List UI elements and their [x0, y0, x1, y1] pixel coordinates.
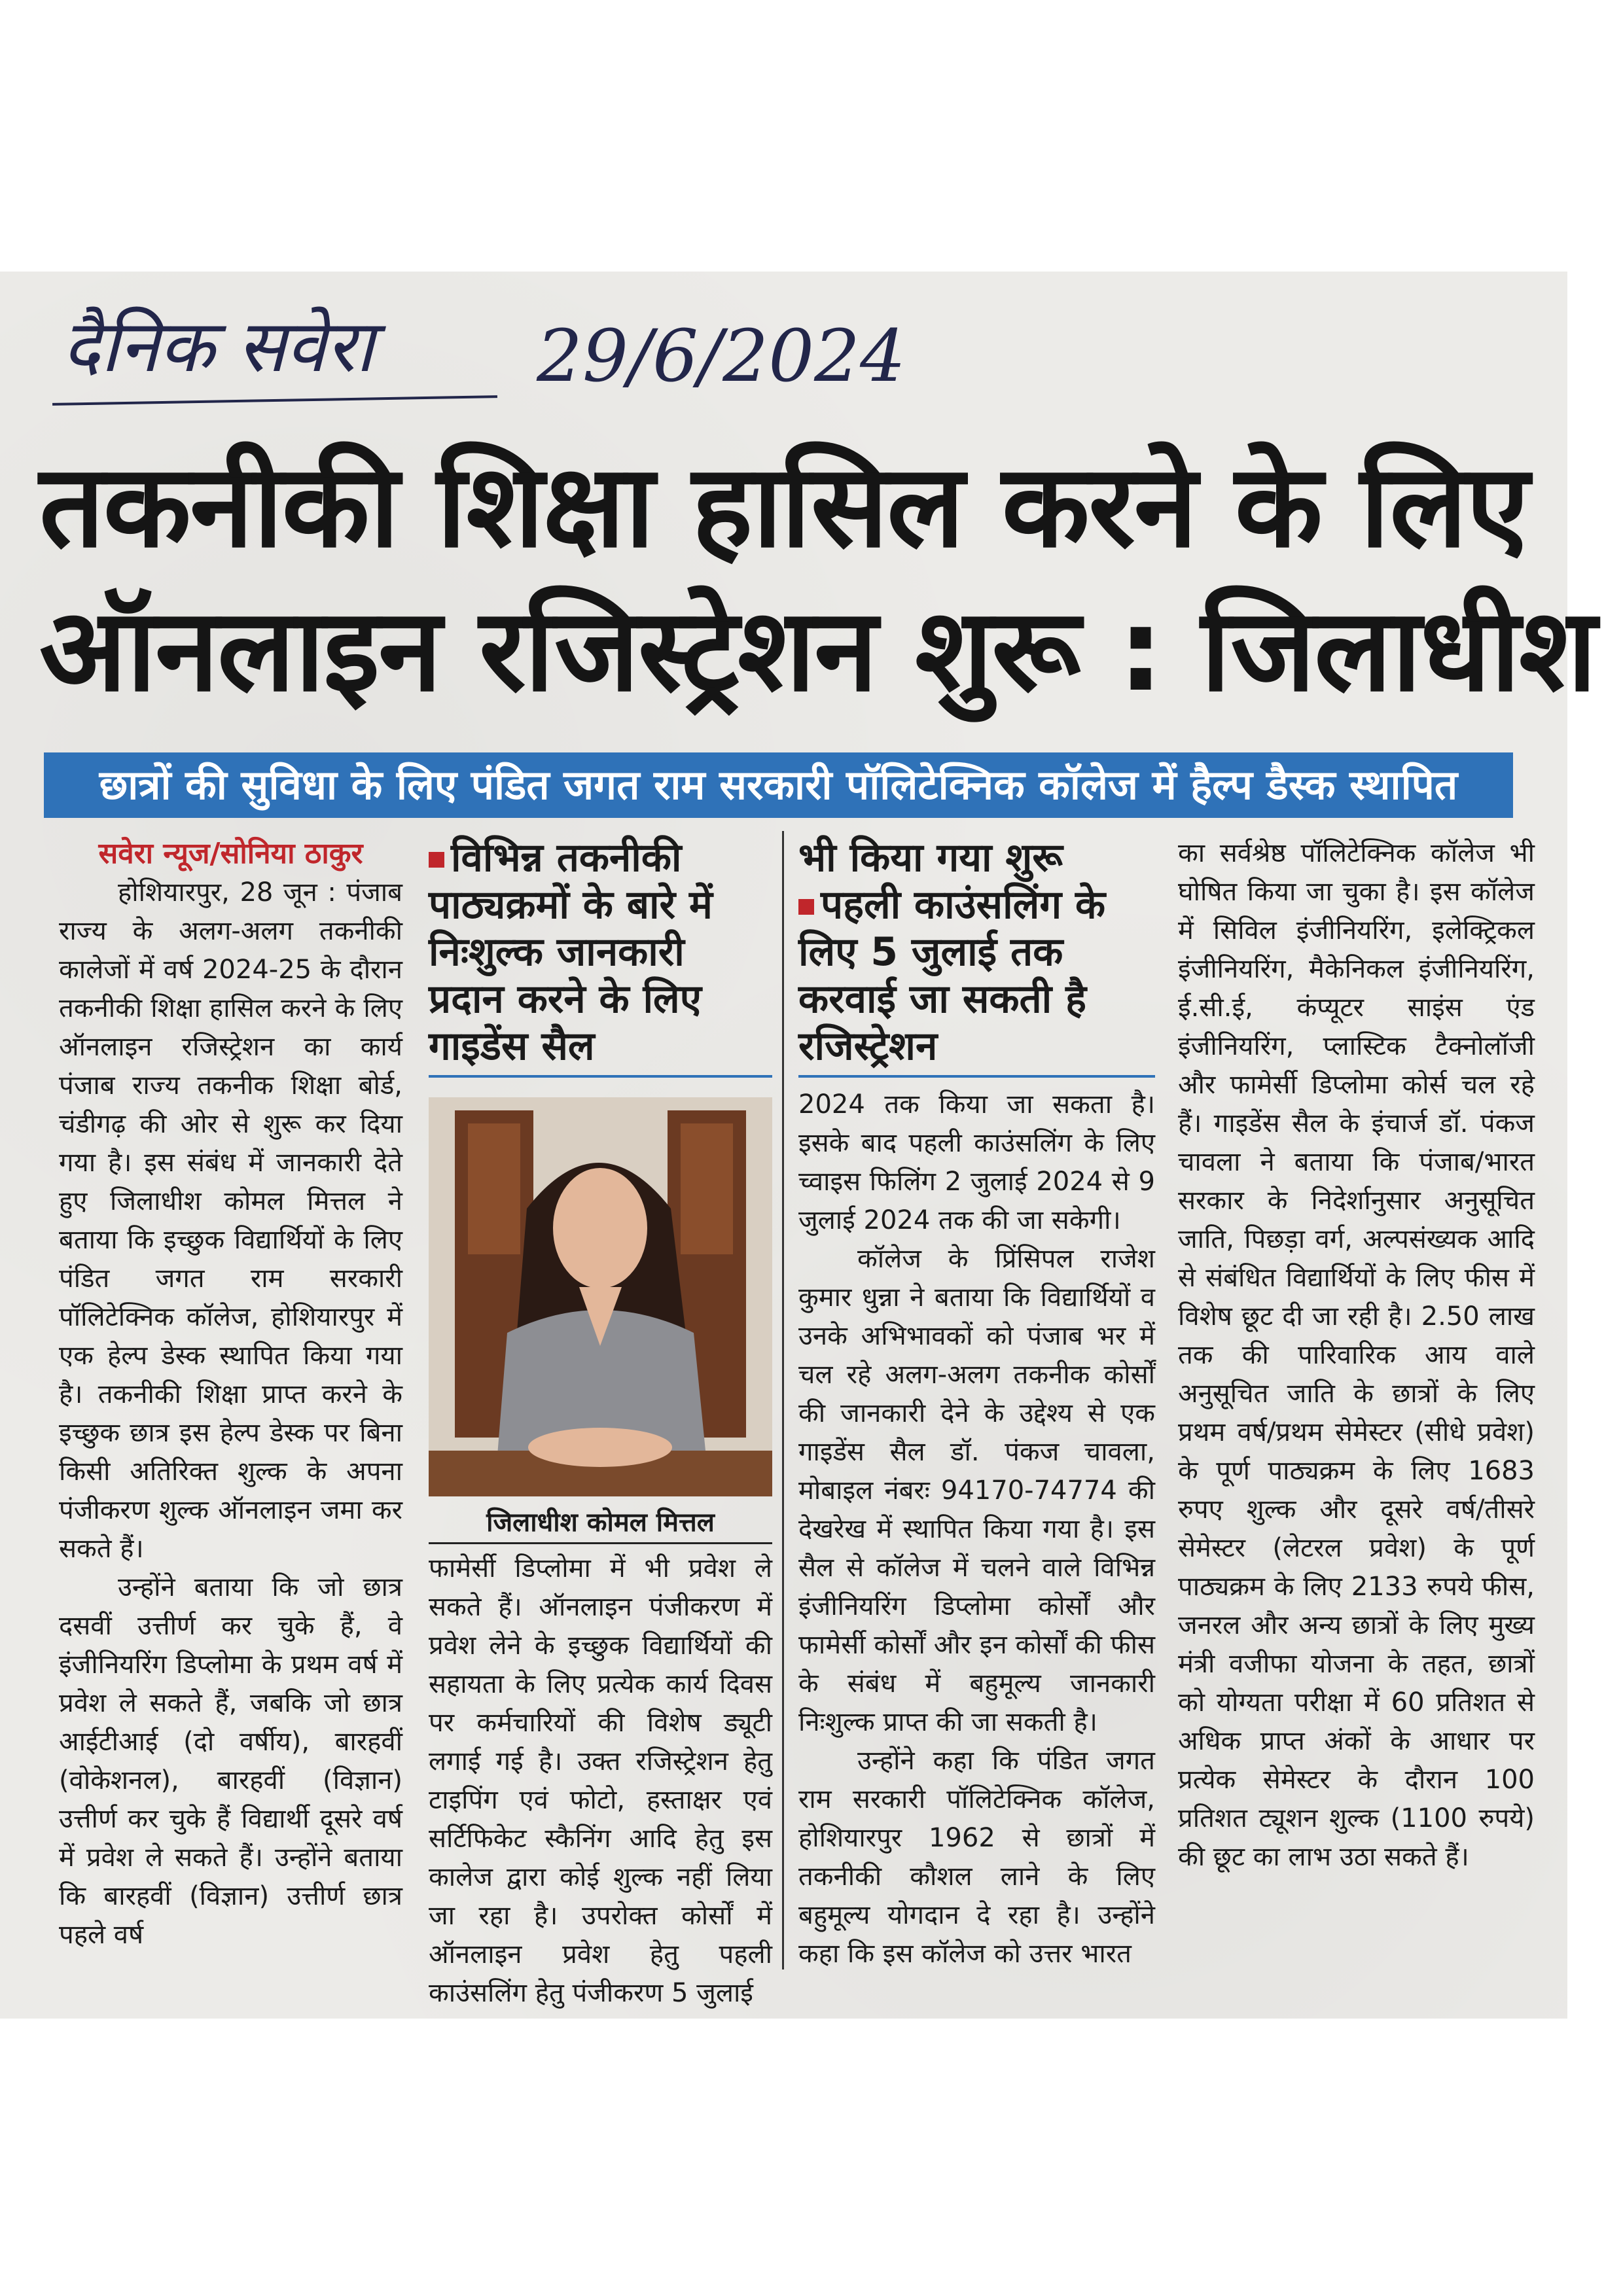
bullet-icon — [429, 852, 444, 868]
highlight-subhead: विभिन्न तकनीकी पाठ्यक्रमों के बारे में निःशुल्क जानकारी प्रदान करने के लिए गाइडेंस सैल — [429, 835, 713, 1069]
handwritten-date: 29/6/2024 — [537, 314, 906, 398]
subhead-rule — [429, 1075, 772, 1078]
article-column-3 — [798, 834, 1155, 1973]
article-column-1 — [59, 834, 402, 1973]
highlight-subhead-continued: भी किया गया शुरू — [798, 835, 1063, 881]
column-divider — [782, 831, 784, 1969]
paragraph: होशियारपुर, 28 जून : पंजाब राज्य के अलग-अलग तकनीकी कालेजों में वर्ष 2024-25 के दौरान तकनीकी शिक्षा हासिल करने के लिए ऑनलाइन रजिस्ट्रेशन का कार्य पंजाब राज्य तकनीक शिक्षा बोर्ड, चंडीगढ़ की ओर से शुरू कर दिया गया है। इस संबंध में जानकारी देते हुए जिलाधीश कोमल मित्तल ने बताया कि इच्छुक विद्यार्थियों के लिए पंडित जगत राम सरकारी पॉलिटेक्निक कॉलेज, होशियारपुर में एक हेल्प डेस्क स्थापित किया गया है। तकनीकी शिक्षा प्राप्त करने के इच्छुक छात्र इस हेल्प डेस्क पर बिना किसी अतिरिक्त शुल्क के अपना पंजीकरण शुल्क ऑनलाइन जमा कर सकते हैं। — [59, 877, 402, 1564]
article-column-4 — [1178, 834, 1535, 1973]
subheadline-banner: छात्रों की सुविधा के लिए पंडित जगत राम सरकारी पॉलिटेक्निक कॉलेज में हैल्प डैस्क स्थापित — [44, 752, 1513, 818]
paragraph: उन्होंने कहा कि पंडित जगत राम सरकारी पॉलिटेक्निक कॉलेज, होशियारपुर 1962 से छात्रों में तकनीकी कौशल लाने के लिए बहुमूल्य योगदान दे रहा है। उन्होंने कहा कि इस कॉलेज को उत्तर भारत — [798, 1746, 1155, 1969]
subhead-rule — [798, 1075, 1155, 1078]
highlight-subhead-2: पहली काउंसलिंग के लिए 5 जुलाई तक करवाई जा सकती है रजिस्ट्रेशन — [798, 882, 1106, 1069]
headline-line-1: तकनीकी शिक्षा हासिल करने के लिए — [39, 440, 1528, 573]
paragraph: का सर्वश्रेष्ठ पॉलिटेक्निक कॉलेज भी घोषित किया जा चुका है। इस कॉलेज में सिविल इंजीनियरिंग, इलेक्ट्रिकल इंजीनियरिंग, मैकेनिकल इंजीनियरिंग, ई.सी.ई, कंप्यूटर साइंस एंड इंजीनियरिंग, प्लास्टिक टैक्नोलॉजी और फामेर्सी डिप्लोमा कोर्स चल रहे हैं। गाइडेंस सैल के इंचार्ज डॉ. पंकज चावला ने बताया कि पंजाब/भारत सरकार के निदेर्शानुसार अनुसूचित जाति, पिछड़ा वर्ग, अल्पसंख्यक आदि से संबंधित विद्यार्थियों के लिए फीस में विशेष छूट दी जा रही है। 2.50 लाख तक की पारिवारिक आय वाले अनुसूचित जाति के छात्रों के लिए प्रथम वर्ष/प्रथम सेमेस्टर (सीधे प्रवेश) के पूर्ण पाठ्यक्रम के लिए 1683 रुपए शुल्क और दूसरे वर्ष/तीसरे सेमेस्टर (लेटरल प्रवेश) के पूर्ण पाठ्यक्रम के लिए 2133 रुपये फीस, जनरल और अन्य छात्रों के लिए मुख्य मंत्री वजीफा योजना के तहत, छात्रों को योग्यता परीक्षा में 60 प्रतिशत से अधिक प्राप्त अंकों के आधार पर प्रत्येक सेमेस्टर के दौरान 100 प्रतिशत ट्यूशन शुल्क (1100 रुपये) की छूट का लाभ उठा सकते हैं। — [1178, 838, 1535, 1872]
headline-line-2: ऑनलाइन रजिस्ट्रेशन शुरू : जिलाधीश — [39, 584, 1596, 717]
paragraph: फामेर्सी डिप्लोमा में भी प्रवेश ले सकते हैं। ऑनलाइन पंजीकरण में प्रवेश लेने के इच्छुक विद्यार्थियों की सहायता के लिए प्रत्येक कार्य दिवस पर कर्मचारियों की विशेष ड्यूटी लगाई गई है। उक्त रजिस्ट्रेशन हेतु टाइपिंग एवं फोटो, हस्ताक्षर एवं सर्टिफिकेट स्कैनिंग आदि हेतु इस कालेज द्वारा कोई शुल्क नहीं लिया जा रहा है। उपरोक्त कोर्सों में ऑनलाइन प्रवेश हेतु पहली काउंसलिंग हेतु पंजीकरण 5 जुलाई — [429, 1553, 772, 2008]
paragraph: उन्होंने बताया कि जो छात्र दसवीं उत्तीर्ण कर चुके हैं, वे इंजीनियरिंग डिप्लोमा के प्रथम वर्ष में प्रवेश ले सकते हैं, जबकि जो छात्र आईटीआई (दो वर्षीय), बारहवीं (वोकेशनल), बारहवीं (विज्ञान) उत्तीर्ण कर चुके हैं विद्यार्थी दूसरे वर्ष में प्रवेश ले सकते हैं। उन्होंने बताया कि बारहवीं (विज्ञान) उत्तीर्ण छात्र पहले वर्ष — [59, 1572, 402, 1950]
district-collector-photo — [429, 1097, 772, 1496]
paragraph: 2024 तक किया जा सकता है। इसके बाद पहली काउंसलिंग के लिए च्वाइस फिलिंग 2 जुलाई 2024 से 9 जुलाई 2024 तक की जा सकेगी। — [798, 1089, 1155, 1235]
paragraph: कॉलेज के प्रिंसिपल राजेश कुमार धुन्ना ने बताया कि विद्यार्थियों व उनके अभिभावकों को पंजाब भर में चल रहे अलग-अलग तकनीक कोर्सों की जानकारी देने के उद्देश्य से एक गाइडेंस सैल डॉ. पंकज चावला, मोबाइल नंबरः 94170-74774 की देखरेख में स्थापित किया गया है। इस सैल से कॉलेज में चलने वाले विभिन्न इंजीनियरिंग डिप्लोमा कोर्सों और फामेर्सी कोर्सों और इन कोर्सों की फीस के संबंध में बहुमूल्य जानकारी निःशुल्क प्राप्त की जा सकती है। — [798, 1244, 1155, 1737]
article-column-2 — [429, 834, 772, 2008]
handwritten-newspaper-name: दैनिक सवेरा — [62, 304, 374, 388]
byline: सवेरा न्यूज/सोनिया ठाकुर — [98, 837, 363, 870]
bullet-icon — [798, 899, 814, 915]
photo-caption: जिलाधीश कोमल मित्तल — [429, 1503, 772, 1544]
